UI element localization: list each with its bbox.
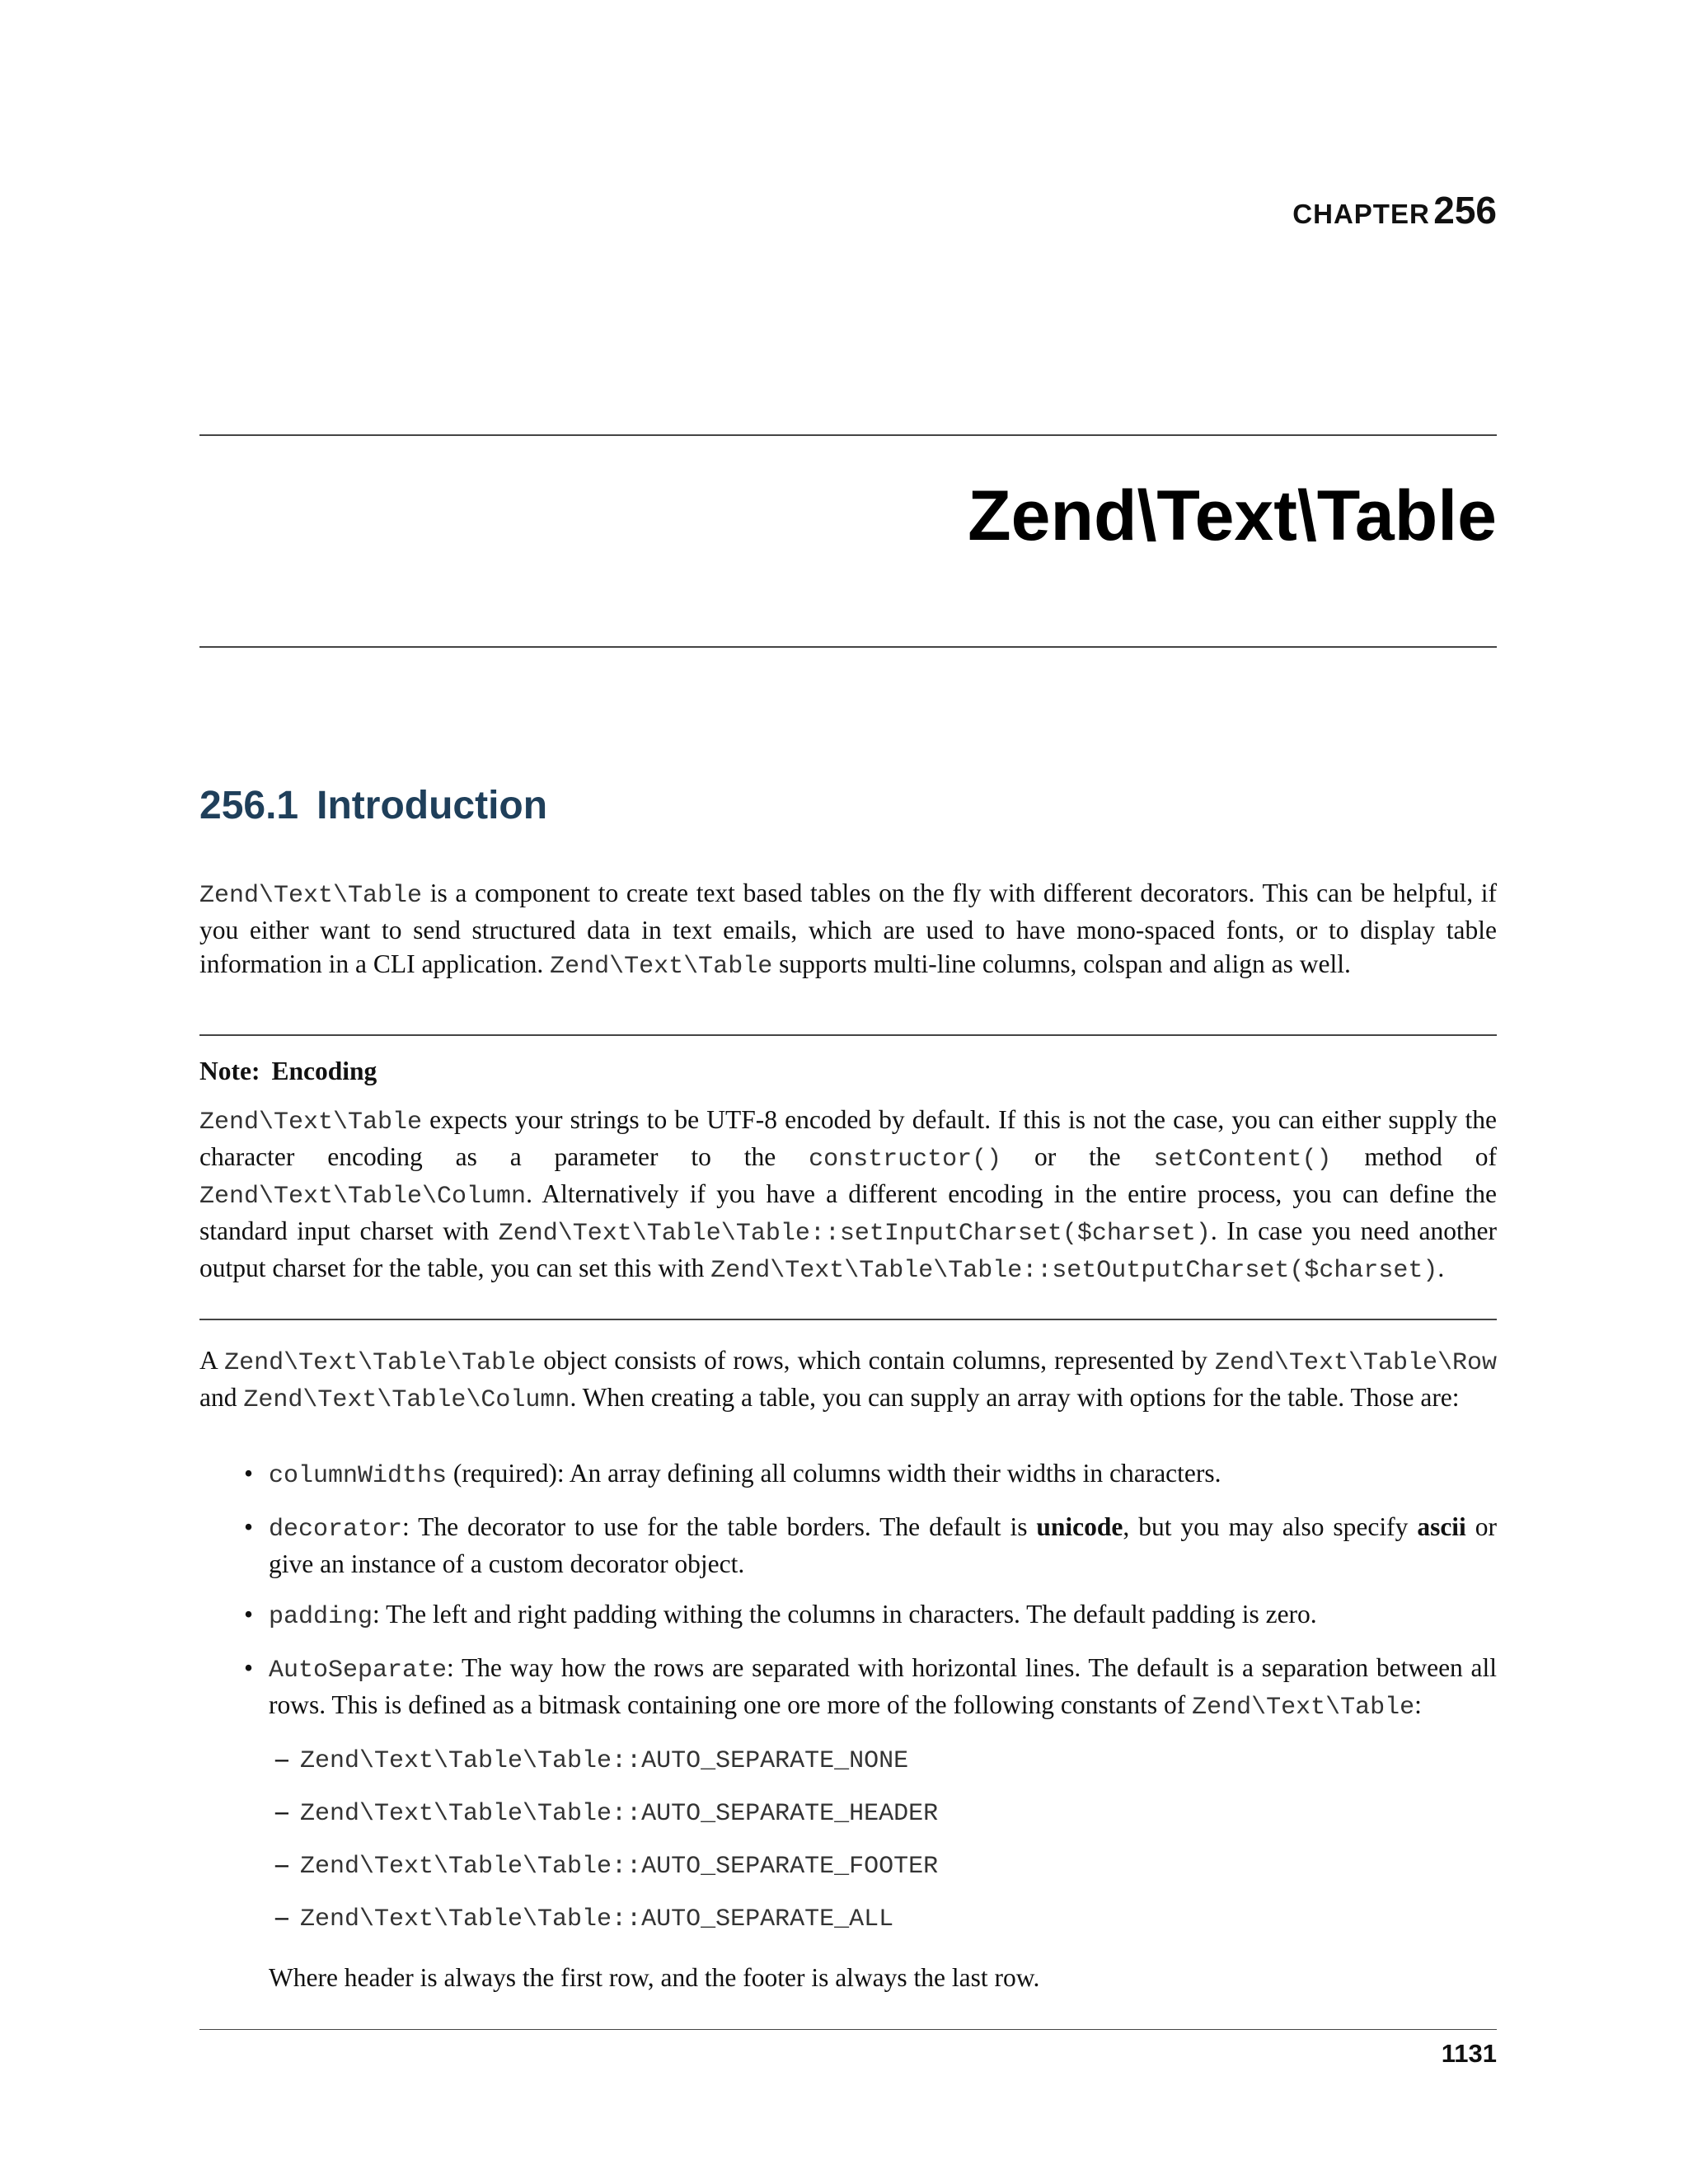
inline-code: Zend\Text\Table\Table::setInputCharset($charset) (498, 1220, 1211, 1248)
section-number: 256.1 (199, 784, 299, 827)
inline-code: Zend\Text\Table\Column (243, 1386, 570, 1414)
inline-code: Zend\Text\Table\Table::AUTO_SEPARATE_FOOTER (300, 1853, 939, 1881)
list-item: – Zend\Text\Table\Table::AUTO_SEPARATE_FOOTER (275, 1849, 939, 1881)
list-item: – Zend\Text\Table\Table::AUTO_SEPARATE_ALL (275, 1902, 894, 1933)
list-item: – Zend\Text\Table\Table::AUTO_SEPARATE_HEADER (275, 1797, 939, 1828)
chapter-label (1292, 188, 1497, 232)
inline-code: Zend\Text\Table (1192, 1694, 1415, 1722)
inline-code: Zend\Text\Table\Row (1214, 1349, 1497, 1377)
bullet: • (244, 1653, 254, 1682)
chapter-word: CHAPTER (1292, 199, 1430, 229)
section-title (199, 783, 547, 828)
note-rule-bottom (199, 1319, 1497, 1320)
bullet: • (244, 1600, 254, 1629)
inline-code: padding (269, 1603, 373, 1631)
title-rule-bottom (199, 646, 1497, 648)
note-title (199, 1057, 377, 1086)
note-rule-top (199, 1034, 1497, 1036)
inline-code: constructor() (809, 1146, 1002, 1174)
table-object-paragraph: A Zend\Text\Table\Table object consists of rows, which contain columns, represented by Zend\Text\Table\Row and Zend\Text\Table\Column. When creating a table, you can supply an array with options for the table. Those are: (199, 1346, 1497, 1414)
chapter-number: 256 (1433, 189, 1497, 232)
inline-code: setContent() (1153, 1146, 1332, 1174)
closing-sentence: Where header is always the first row, and the footer is always the last row. (269, 1963, 1040, 1992)
title-rule-top (199, 434, 1497, 436)
inline-code: Zend\Text\Table (199, 882, 423, 910)
inline-code: Zend\Text\Table\Table::AUTO_SEPARATE_HEADER (300, 1800, 939, 1828)
list-item: – Zend\Text\Table\Table::AUTO_SEPARATE_NONE (275, 1744, 909, 1775)
chapter-title: Zend\Text\Table (968, 476, 1497, 555)
options-list (244, 1456, 1497, 1953)
note-label: Note: (199, 1057, 260, 1085)
inline-code: Zend\Text\Table (199, 1108, 423, 1137)
intro-paragraph: Zend\Text\Table is a component to create text based tables on the fly with different decorators. This can be helpful, if you either want to send structured data in text emails, which are used to have mono-spaced fonts, or to display table information in a CLI application. Zend\Text\Table supports multi-line columns, colspan and align as well. (199, 879, 1497, 981)
inline-code: columnWidths (269, 1462, 448, 1490)
list-item: • AutoSeparate: The way how the rows are separated with horizontal lines. The default is a separation between all rows. This is defined as a bitmask containing one ore more of the following constants of Zend\Text\Table: – Zend\Text\Table\Table::AUTO_SEPARATE_NONE – Zend\Text\Table\Table::AUTO_SEPARATE_HEADER – Zend\Text\Table\Table::AUTO_SEPARATE_FOOTER – Zend\Text\Table\Table::AUTO_SEPARATE_ALL (244, 1651, 1497, 1937)
inline-code: Zend\Text\Table (550, 953, 773, 981)
page-number: 1131 (1441, 2039, 1497, 2068)
bullet: • (244, 1459, 254, 1488)
inline-code: Zend\Text\Table\Table (224, 1349, 537, 1377)
section-heading: Introduction (316, 784, 548, 827)
list-item: • columnWidths (required): An array defining all columns width their widths in characters. (244, 1456, 1497, 1493)
constants-list (269, 1741, 1497, 1937)
bullet: • (244, 1512, 254, 1541)
list-item: • padding: The left and right padding withing the columns in characters. The default padding is zero. (244, 1597, 1497, 1634)
footer-rule (199, 2029, 1497, 2030)
inline-code: Zend\Text\Table\Table::AUTO_SEPARATE_ALL (300, 1905, 894, 1933)
list-item: • decorator: The decorator to use for the table borders. The default is unicode, but you may also specify ascii or give an instance of a custom decorator object. (244, 1510, 1497, 1581)
inline-code: Zend\Text\Table\Column (199, 1183, 527, 1211)
inline-code: AutoSeparate (269, 1657, 448, 1685)
inline-code: Zend\Text\Table\Table::setOutputCharset($charset) (710, 1257, 1438, 1285)
inline-code: decorator (269, 1516, 403, 1544)
note-heading: Encoding (271, 1057, 377, 1085)
note-body: Zend\Text\Table expects your strings to be UTF-8 encoded by default. If this is not the case, you can either supply the character encoding as a parameter to the constructor() or the setContent() method of Zend\Text\Table\Column. Alternatively if you have a different encoding in the entire process, you can define the standard input charset with Zend\Text\Table\Table::setInputCharset($charset). In case you need another output charset for the table, you can set this with Zend\Text\Table\Table::setOutputCharset($charset). (199, 1105, 1498, 1285)
inline-code: Zend\Text\Table\Table::AUTO_SEPARATE_NONE (300, 1747, 909, 1775)
